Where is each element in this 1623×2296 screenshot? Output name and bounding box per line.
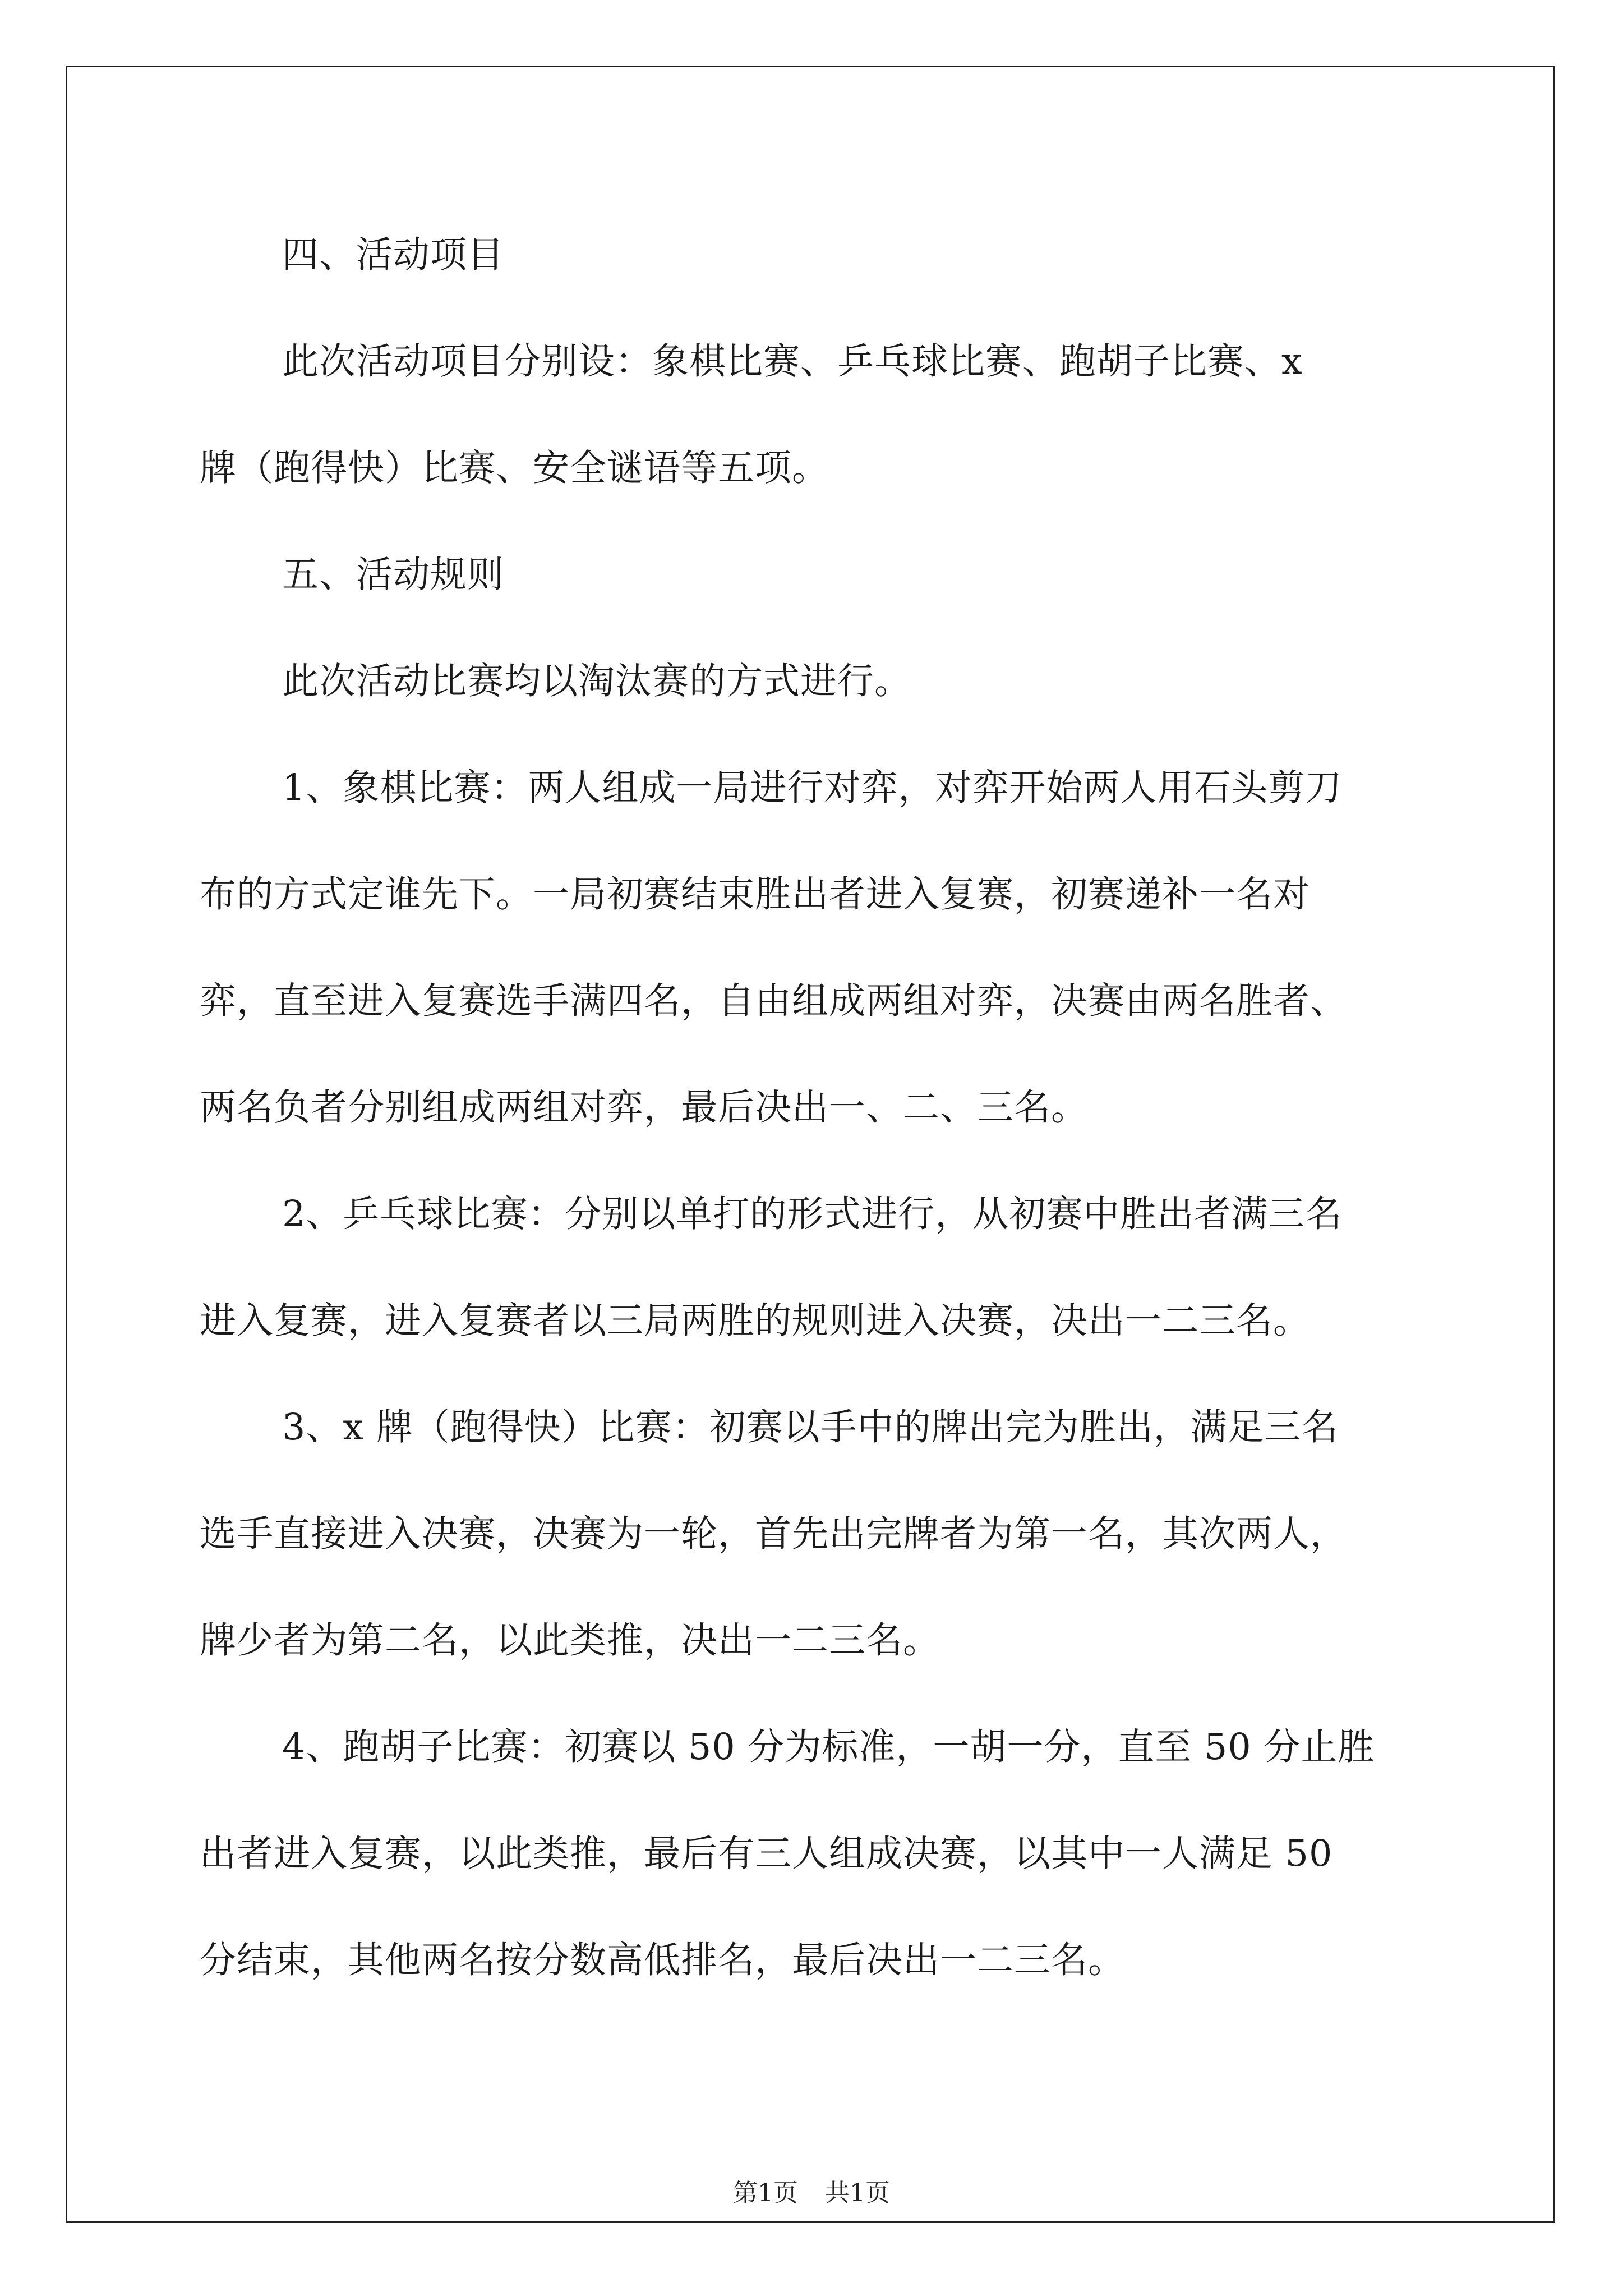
- paragraph-line: 2、乒乓球比赛：分别以单打的形式进行，从初赛中胜出者满三名: [282, 1193, 1343, 1235]
- paragraph-line: 1、象棋比赛：两人组成一局进行对弈，对弈开始两人用石头剪刀: [282, 767, 1343, 809]
- section-heading: 四、活动项目: [282, 234, 505, 276]
- section-heading: 五、活动规则: [282, 554, 505, 596]
- paragraph-line: 弈，直至进入复赛选手满四名，自由组成两组对弈，决赛由两名胜者、: [200, 980, 1348, 1022]
- page-border: [66, 66, 1555, 2223]
- paragraph-line: 3、x 牌（跑得快）比赛：初赛以手中的牌出完为胜出，满足三名: [282, 1406, 1339, 1448]
- paragraph-line: 此次活动比赛均以淘汰赛的方式进行。: [282, 660, 912, 702]
- paragraph-line: 出者进入复赛，以此类推，最后有三人组成决赛，以其中一人满足 50: [200, 1833, 1333, 1875]
- page-footer: [0, 2177, 1623, 2210]
- paragraph-line: 分结束，其他两名按分数高低排名，最后决出一二三名。: [200, 1939, 1126, 1981]
- paragraph-line: 此次活动项目分别设：象棋比赛、乒乓球比赛、跑胡子比赛、x: [282, 341, 1303, 383]
- paragraph-line: 两名负者分别组成两组对弈，最后决出一、二、三名。: [200, 1087, 1089, 1129]
- paragraph-line: 进入复赛，进入复赛者以三局两胜的规则进入决赛，决出一二三名。: [200, 1300, 1311, 1342]
- paragraph-line: 布的方式定谁先下。一局初赛结束胜出者进入复赛，初赛递补一名对: [200, 873, 1311, 915]
- paragraph-line: 选手直接进入决赛，决赛为一轮，首先出完牌者为第一名，其次两人，: [200, 1513, 1348, 1555]
- paragraph-line: 4、跑胡子比赛：初赛以 50 分为标准，一胡一分，直至 50 分止胜: [282, 1726, 1375, 1768]
- page-total: 共1页: [825, 2179, 890, 2207]
- page-number: 第1页: [733, 2179, 798, 2207]
- paragraph-line: 牌少者为第二名，以此类推，决出一二三名。: [200, 1619, 940, 1662]
- paragraph-line: 牌（跑得快）比赛、安全谜语等五项。: [200, 447, 829, 489]
